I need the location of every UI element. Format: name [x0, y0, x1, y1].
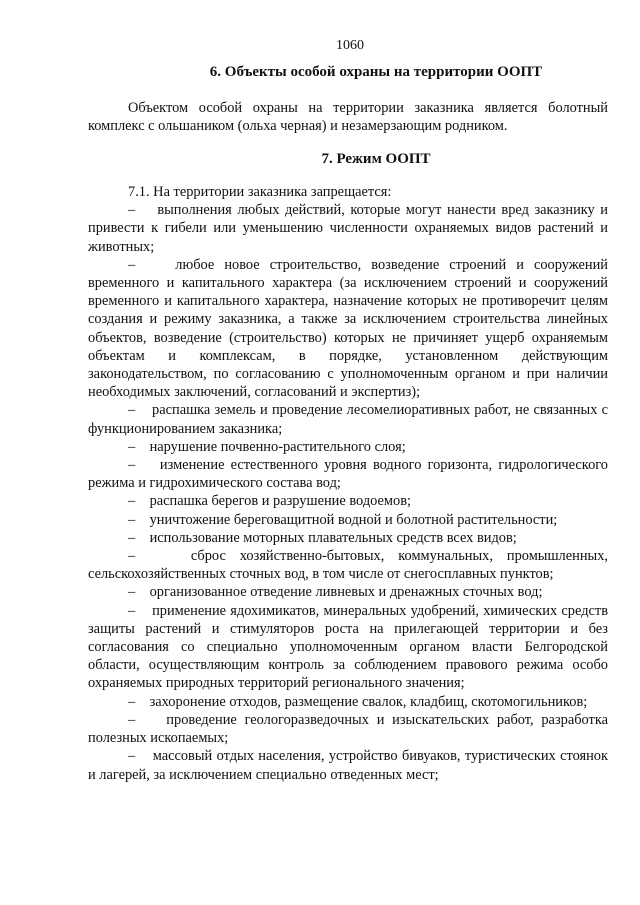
page-number: 1060 [336, 38, 364, 53]
prohibition-item: – выполнения любых действий, которые могут нанести вред заказнику и привести к гибели или уменьшению численности охраняемых видов растений и животных; [88, 202, 608, 255]
prohibition-item: – использование моторных плавательных средств всех видов; [128, 529, 517, 546]
section-7-heading: 7. Режим ООПТ [321, 151, 431, 167]
section-6-paragraph: Объектом особой охраны на территории заказника является болотный комплекс с ольшаником (ольха черная) и незамерзающим родником. [88, 100, 608, 135]
section-7-body [88, 183, 608, 784]
prohibition-item: – организованное отведение ливневых и дренажных сточных вод; [128, 584, 543, 601]
prohibition-item: – применение ядохимикатов, минеральных удобрений, химических средств защиты растений и стимуляторов роста на прилегающей территории и без согласования со специально уполномоченным органом власти Белгородской области, осуществляющим контроль за соблюдением правового режима особо охраняемых природных территорий регионального значения; [88, 602, 608, 692]
prohibition-item: – любое новое строительство, возведение строений и сооружений временного и капитального характера (за исключением строений и сооружений временного и капитального характера, назначение которых не противоречит целям создания и режиму заказника, а также за исключением строительства линейных объектов, возведение (строительство) которых не причиняет ущерб охраняемым объектам и комплексам, в порядке, установленном действующим законодательством, по согласованию с уполномоченным органом и при наличии необходимых заключений, согласований и экспертиз); [88, 256, 608, 401]
prohibition-item: – захоронение отходов, размещение свалок, кладбищ, скотомогильников; [128, 693, 588, 710]
prohibition-item: – массовый отдых населения, устройство бивуаков, туристических стоянок и лагерей, за исключением специально отведенных мест; [88, 748, 608, 783]
prohibition-item: – изменение естественного уровня водного горизонта, гидрологического режима и гидрохимического состава вод; [88, 457, 608, 492]
prohibition-item: – уничтожение береговащитной водной и болотной растительности; [128, 511, 558, 528]
prohibition-item: – распашка берегов и разрушение водоемов; [128, 493, 411, 510]
prohibition-item: – проведение геологоразведочных и изыскательских работ, разработка полезных ископаемых; [88, 711, 608, 747]
section-6-heading: 6. Объекты особой охраны на территории ООПТ [209, 64, 543, 80]
prohibition-item: – нарушение почвенно-растительного слоя; [128, 438, 406, 455]
section-7-intro: 7.1. На территории заказника запрещается: [128, 184, 392, 200]
prohibition-item: – распашка земель и проведение лесомелиоративных работ, не связанных с функционированием заказника; [88, 402, 608, 437]
prohibition-item: – сброс хозяйственно-бытовых, коммунальных, промышленных, сельскохозяйственных сточных вод, в том числе от снегосплавных пунктов; [88, 548, 608, 583]
section-6-body [88, 99, 608, 135]
